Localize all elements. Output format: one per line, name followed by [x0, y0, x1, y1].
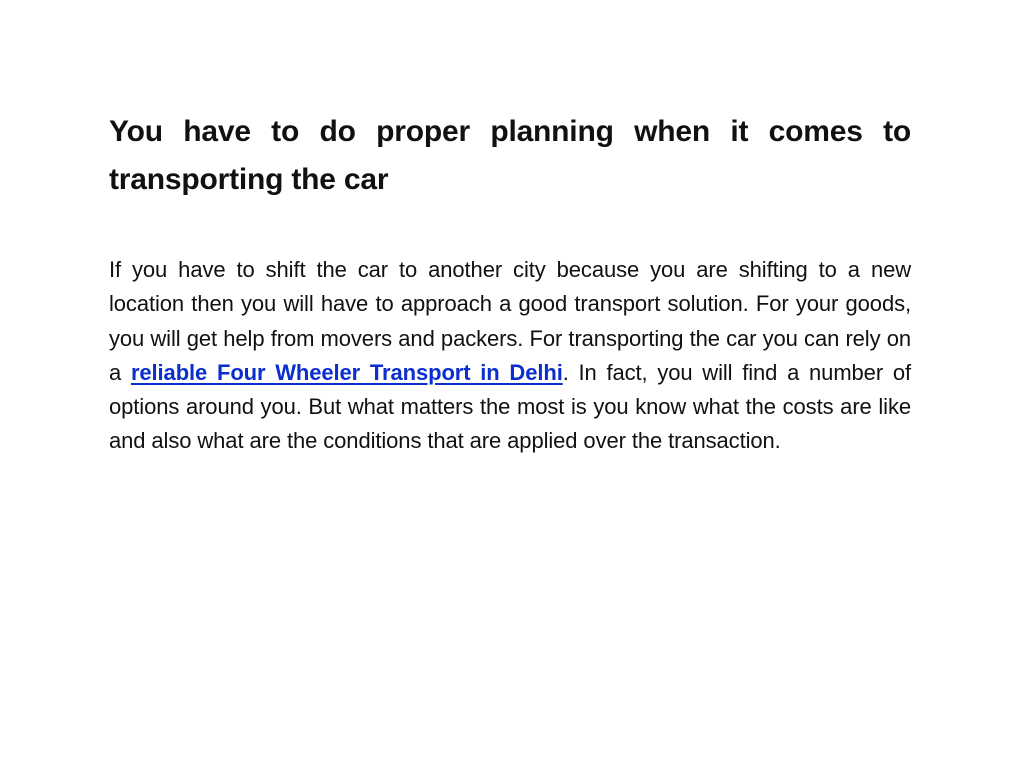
paragraph-text-before-link: If you have to shift the car to another city because you are shifting to a new location then you will have to approach a good transport solution. For your goods, you will get help from movers and packers. For transporting the car you can rely on a: [109, 257, 911, 385]
content-area: [109, 108, 911, 459]
page-heading: You have to do proper planning when it comes to transporting the car: [109, 115, 911, 196]
paragraph-text-after-link: . In fact, you will find a number of options around you. But what matters the most is you know what the costs are like and also what are the conditions that are applied over the transaction.: [109, 359, 911, 454]
body-paragraph: [109, 253, 911, 459]
four-wheeler-transport-link[interactable]: reliable Four Wheeler Transport in Delhi: [130, 359, 563, 385]
